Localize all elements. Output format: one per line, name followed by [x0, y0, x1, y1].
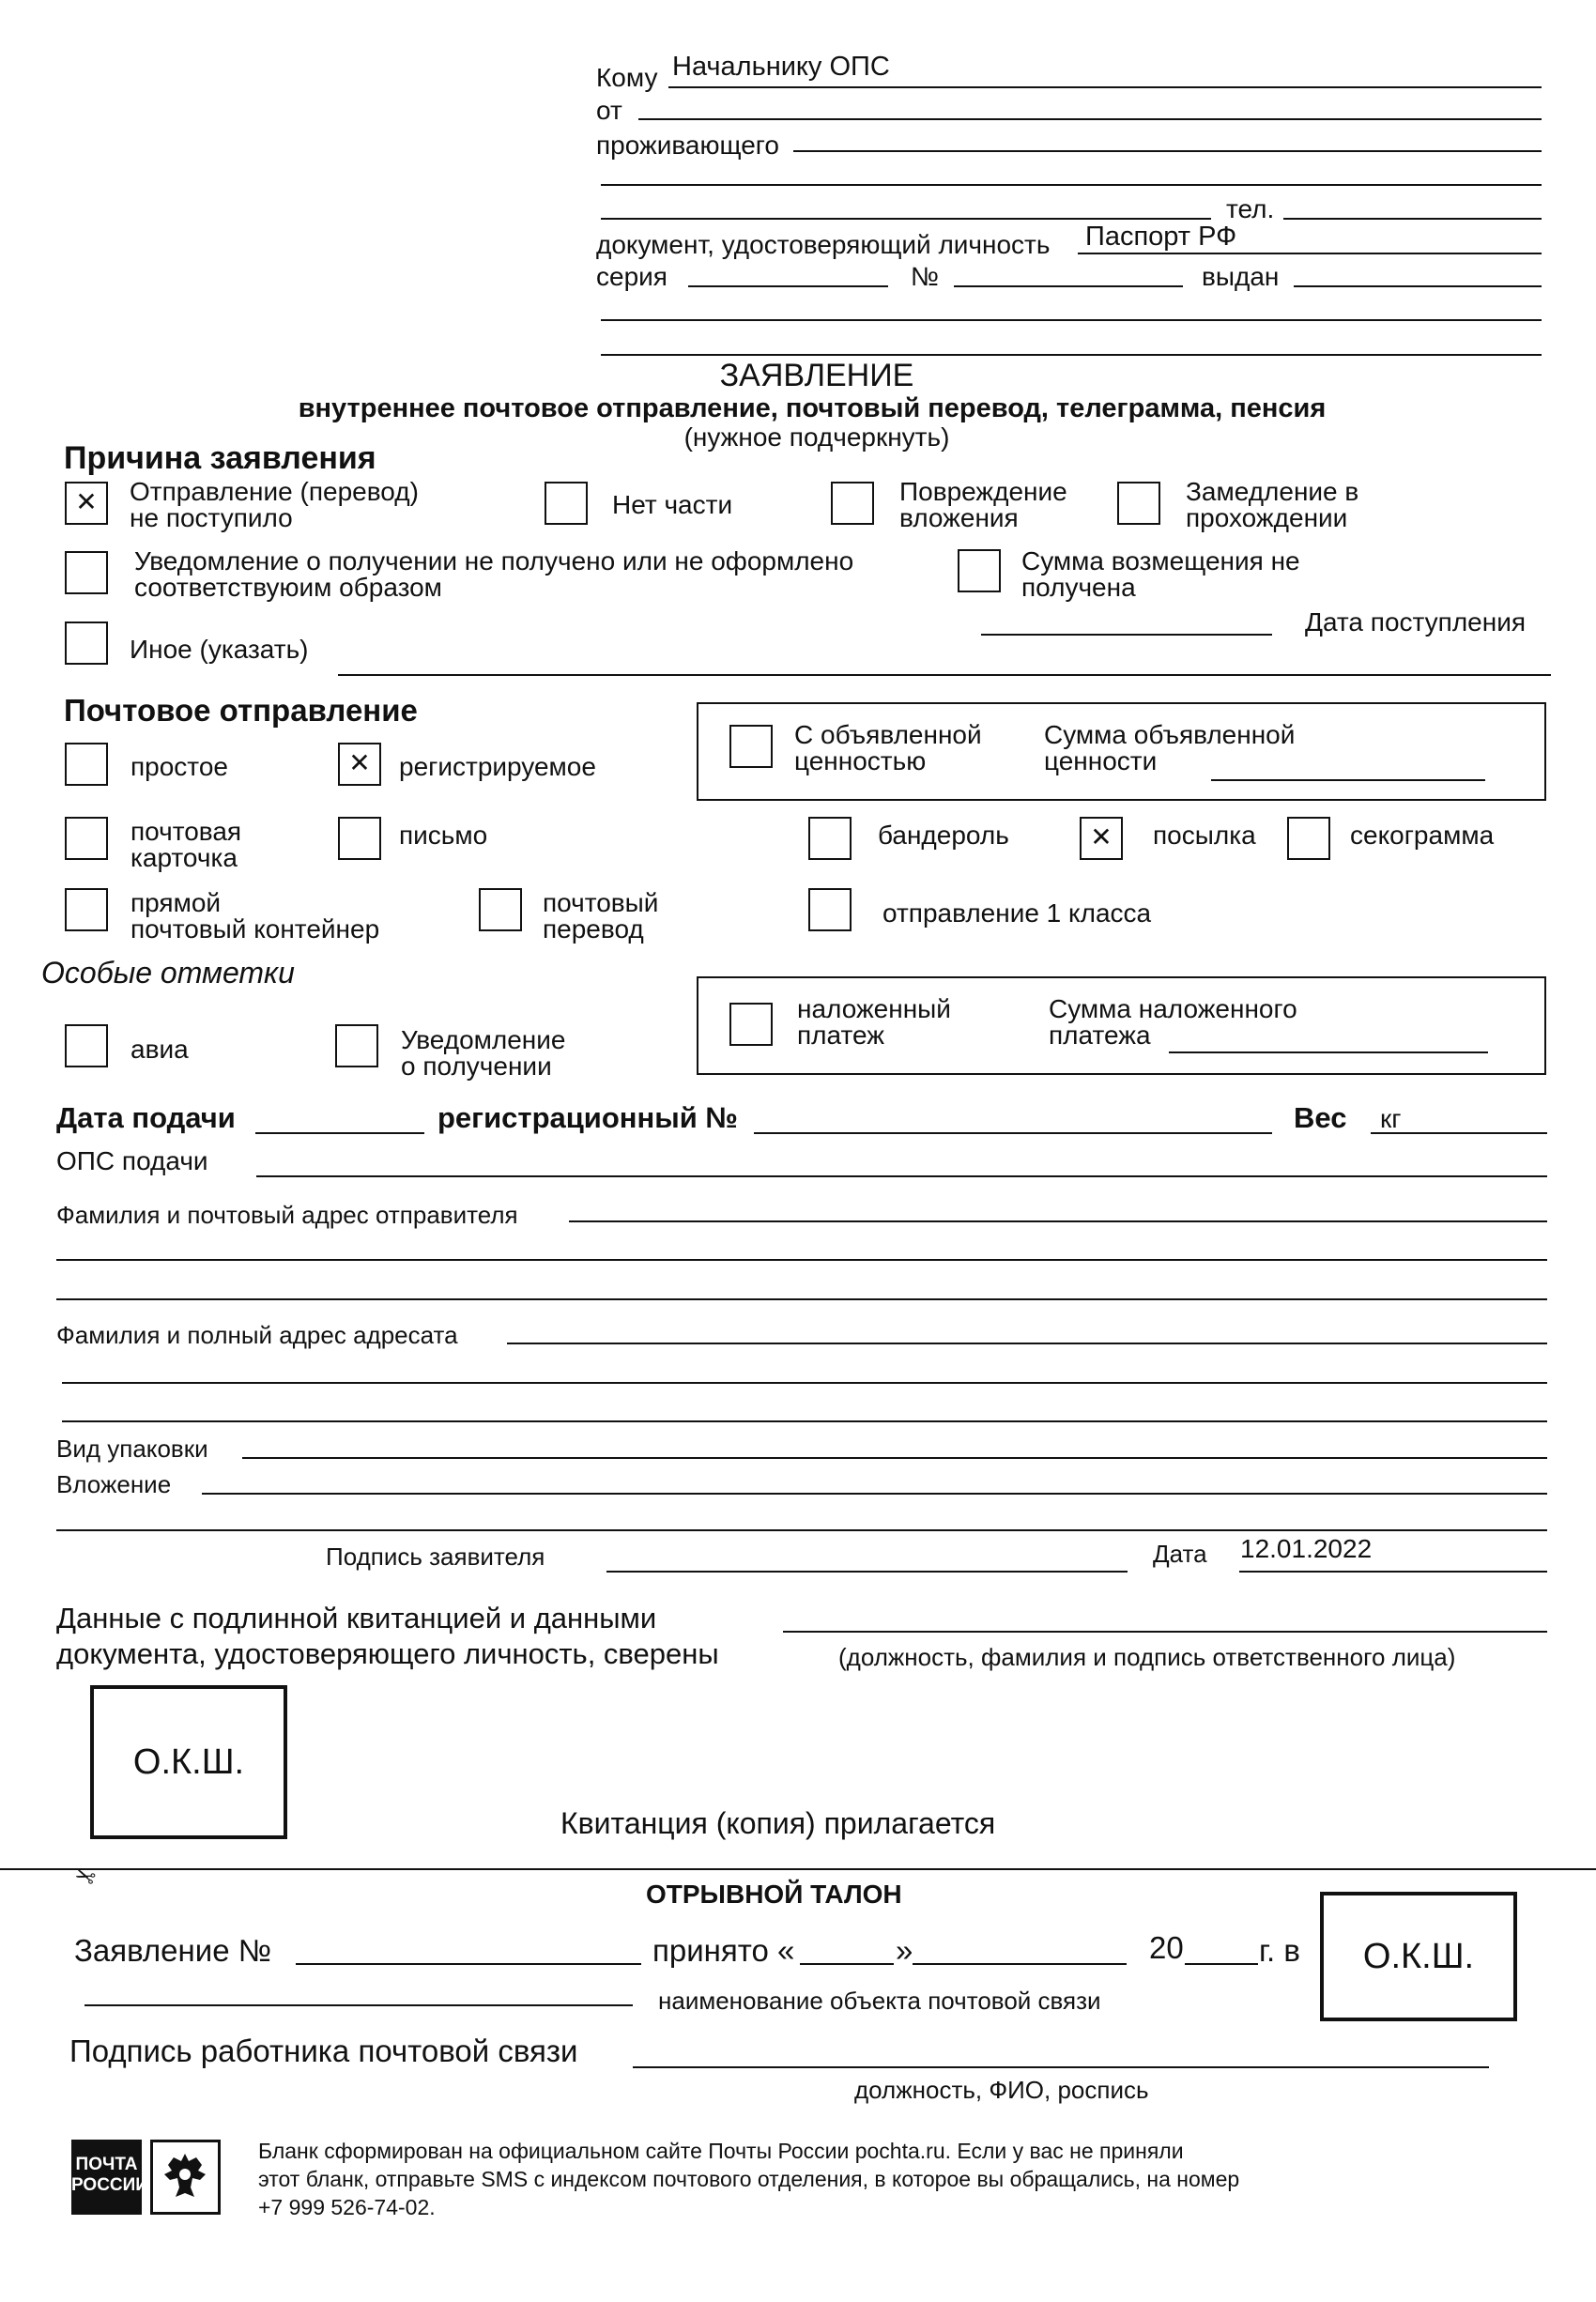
- declared-sum-line[interactable]: [1211, 779, 1485, 781]
- air-label: авиа: [130, 1035, 189, 1064]
- recipient-line-3[interactable]: [62, 1420, 1547, 1422]
- page-note: (нужное подчеркнуть): [683, 422, 950, 452]
- eagle-emblem-icon: [150, 2140, 221, 2215]
- container-label: прямой почтовый контейнер: [130, 888, 380, 944]
- receipt-date-label: Дата поступления: [1305, 607, 1526, 637]
- container-checkbox[interactable]: [65, 888, 108, 931]
- coupon-worker-signature: Подпись работника почтовой связи: [69, 2033, 578, 2068]
- reg-no-line[interactable]: [754, 1132, 1272, 1134]
- recipient-label: Фамилия и полный адрес адресата: [56, 1321, 458, 1349]
- reason-delay-label: Замедление в прохождении: [1186, 477, 1359, 532]
- sender-label: Фамилия и почтовый адрес отправителя: [56, 1201, 518, 1229]
- receipt-date-line[interactable]: [981, 634, 1272, 636]
- series-label: серия: [596, 262, 668, 291]
- recipient-line-2[interactable]: [62, 1382, 1547, 1384]
- phone-line[interactable]: [1283, 218, 1542, 220]
- postcard-label: почтовая карточка: [130, 817, 242, 872]
- reason-compensation-checkbox[interactable]: [958, 549, 1001, 592]
- series-line[interactable]: [688, 285, 888, 287]
- coupon-stamp-box: О.К.Ш.: [1320, 1892, 1517, 2021]
- coupon-office-line[interactable]: [84, 2004, 633, 2006]
- reg-no-label: регистрационный №: [437, 1101, 738, 1134]
- address-line[interactable]: [601, 184, 1542, 186]
- from-label: от: [596, 96, 622, 125]
- date-line: [1239, 1571, 1547, 1573]
- declared-sum-label: Сумма объявленной ценности: [1044, 720, 1296, 775]
- id-doc-line: [1078, 253, 1542, 254]
- footer-text-3: +7 999 526-74-02.: [258, 2195, 436, 2219]
- recipient-line[interactable]: [507, 1343, 1547, 1344]
- cut-line: [0, 1868, 1596, 1870]
- address-line-2[interactable]: [601, 218, 1211, 220]
- cod-checkbox[interactable]: [729, 1003, 773, 1046]
- first-class-label: отправление 1 класса: [882, 898, 1152, 928]
- footer-text-1: Бланк сформирован на официальном сайте Почты России pochta.ru. Если у вас не приняли: [258, 2139, 1184, 2163]
- cod-sum-line[interactable]: [1169, 1051, 1488, 1053]
- coupon-app-no-line[interactable]: [296, 1963, 641, 1965]
- coupon-accepted-label: принято «: [652, 1933, 795, 1968]
- parcel-small-label: бандероль: [878, 821, 1009, 850]
- residing-label: проживающего: [596, 130, 779, 160]
- submit-date-label: Дата подачи: [56, 1101, 236, 1134]
- sender-line-3[interactable]: [56, 1298, 1547, 1300]
- issued-label: выдан: [1202, 262, 1280, 291]
- reason-other-line[interactable]: [338, 674, 1551, 676]
- coupon-year-suffix: г. в: [1259, 1933, 1300, 1968]
- reason-damage-checkbox[interactable]: [831, 482, 874, 525]
- reason-compensation-label: Сумма возмещения не получена: [1021, 546, 1300, 602]
- office-line[interactable]: [256, 1175, 1547, 1177]
- verified-line-1: Данные с подлинной квитанцией и данными: [56, 1602, 657, 1634]
- coupon-office-caption: наименование объекта почтовой связи: [658, 1987, 1101, 2015]
- transfer-checkbox[interactable]: [479, 888, 522, 931]
- contents-label: Вложение: [56, 1470, 172, 1498]
- coupon-year-prefix: 20: [1149, 1930, 1184, 1965]
- reason-notice-checkbox[interactable]: [65, 551, 108, 594]
- scissors-icon: ✂: [70, 1859, 100, 1893]
- number-line[interactable]: [954, 285, 1183, 287]
- declared-value-checkbox[interactable]: [729, 725, 773, 768]
- reason-other-label: Иное (указать): [130, 635, 309, 664]
- declared-value-label: С объявленной ценностью: [794, 720, 982, 775]
- coupon-year-line[interactable]: [1185, 1963, 1258, 1965]
- shipment-heading: Почтовое отправление: [64, 693, 418, 728]
- issued-line-2[interactable]: [601, 319, 1542, 321]
- reason-delay-checkbox[interactable]: [1117, 482, 1160, 525]
- official-line[interactable]: [783, 1631, 1547, 1633]
- reason-missing-part-checkbox[interactable]: [545, 482, 588, 525]
- simple-label: простое: [130, 752, 228, 781]
- sender-line[interactable]: [569, 1220, 1547, 1222]
- parcel-label: посылка: [1153, 821, 1256, 850]
- reason-missing-part-label: Нет части: [612, 490, 733, 519]
- weight-unit: кг: [1380, 1104, 1402, 1133]
- reason-heading: Причина заявления: [64, 440, 376, 476]
- page-title: ЗАЯВЛЕНИЕ: [719, 358, 914, 393]
- postcard-checkbox[interactable]: [65, 817, 108, 860]
- footer-text-2: этот бланк, отправьте SMS с индексом почтового отделения, в которое вы обращались, на номер: [258, 2167, 1240, 2191]
- notice-label: Уведомление о получении: [401, 1025, 566, 1081]
- letter-checkbox[interactable]: [338, 817, 381, 860]
- first-class-checkbox[interactable]: [808, 888, 852, 931]
- letter-label: письмо: [399, 821, 488, 850]
- reason-not-received-label: Отправление (перевод) не поступило: [130, 477, 419, 532]
- submit-date-line[interactable]: [255, 1132, 424, 1134]
- secogram-checkbox[interactable]: [1287, 817, 1330, 860]
- coupon-quote-close: »: [896, 1933, 913, 1968]
- to-label: Кому: [596, 63, 658, 92]
- cod-label: наложенный платеж: [797, 994, 951, 1050]
- coupon-heading: ОТРЫВНОЙ ТАЛОН: [646, 1880, 902, 1909]
- issued-line[interactable]: [1294, 285, 1542, 287]
- cod-sum-label: Сумма наложенного платежа: [1049, 994, 1297, 1050]
- date-value[interactable]: 12.01.2022: [1240, 1534, 1373, 1563]
- reason-damage-label: Повреждение вложения: [899, 477, 1067, 532]
- coupon-worker-line[interactable]: [633, 2066, 1489, 2068]
- packaging-line[interactable]: [242, 1457, 1547, 1459]
- id-doc-label: документ, удостоверяющий личность: [596, 230, 1051, 259]
- coupon-app-no-label: Заявление №: [74, 1933, 272, 1968]
- secogram-label: секограмма: [1350, 821, 1495, 850]
- signature-line[interactable]: [606, 1571, 1128, 1573]
- coupon-month-line[interactable]: [913, 1963, 1127, 1965]
- transfer-label: почтовый перевод: [543, 888, 659, 944]
- russian-post-logo: ПОЧТА РОССИИ: [71, 2140, 142, 2215]
- to-value[interactable]: Начальнику ОПС: [672, 52, 890, 82]
- coupon-day-line[interactable]: [800, 1963, 894, 1965]
- issued-line-3[interactable]: [601, 354, 1542, 356]
- receipt-attached-label: Квитанция (копия) прилагается: [560, 1806, 996, 1840]
- number-label: №: [911, 262, 940, 291]
- notice-checkbox[interactable]: [335, 1024, 378, 1067]
- date-label: Дата: [1153, 1540, 1207, 1568]
- office-label: ОПС подачи: [56, 1146, 208, 1175]
- parcel-small-checkbox[interactable]: [808, 817, 852, 860]
- stamp-box: О.К.Ш.: [90, 1685, 287, 1839]
- registered-label: регистрируемое: [399, 752, 596, 781]
- reason-not-received-checkbox[interactable]: ✕: [65, 482, 108, 525]
- contents-line-2[interactable]: [56, 1529, 1547, 1531]
- simple-checkbox[interactable]: [65, 743, 108, 786]
- packaging-label: Вид упаковки: [56, 1435, 208, 1463]
- residing-line[interactable]: [793, 150, 1542, 152]
- weight-line[interactable]: [1371, 1132, 1547, 1134]
- verified-line-2: документа, удостоверяющего личность, сверены: [56, 1637, 719, 1670]
- contents-line[interactable]: [202, 1493, 1547, 1495]
- registered-checkbox[interactable]: ✕: [338, 743, 381, 786]
- sender-line-2[interactable]: [56, 1259, 1547, 1261]
- from-line[interactable]: [638, 118, 1542, 120]
- coupon-worker-caption: должность, ФИО, роспись: [854, 2076, 1149, 2104]
- to-line: [668, 86, 1542, 88]
- air-checkbox[interactable]: [65, 1024, 108, 1067]
- special-heading: Особые отметки: [41, 956, 295, 990]
- parcel-checkbox[interactable]: ✕: [1080, 817, 1123, 860]
- id-doc-value[interactable]: Паспорт РФ: [1085, 222, 1237, 252]
- page-subtitle: внутреннее почтовое отправление, почтовый перевод, телеграмма, пенсия: [298, 393, 1327, 423]
- reason-other-checkbox[interactable]: [65, 622, 108, 665]
- signature-label: Подпись заявителя: [326, 1542, 545, 1571]
- weight-label: Вес: [1294, 1101, 1347, 1134]
- reason-notice-label: Уведомление о получении не получено или не оформлено соответствуюим образом: [134, 546, 854, 602]
- phone-label: тел.: [1226, 194, 1275, 223]
- official-caption: (должность, фамилия и подпись ответственного лица): [838, 1643, 1456, 1671]
